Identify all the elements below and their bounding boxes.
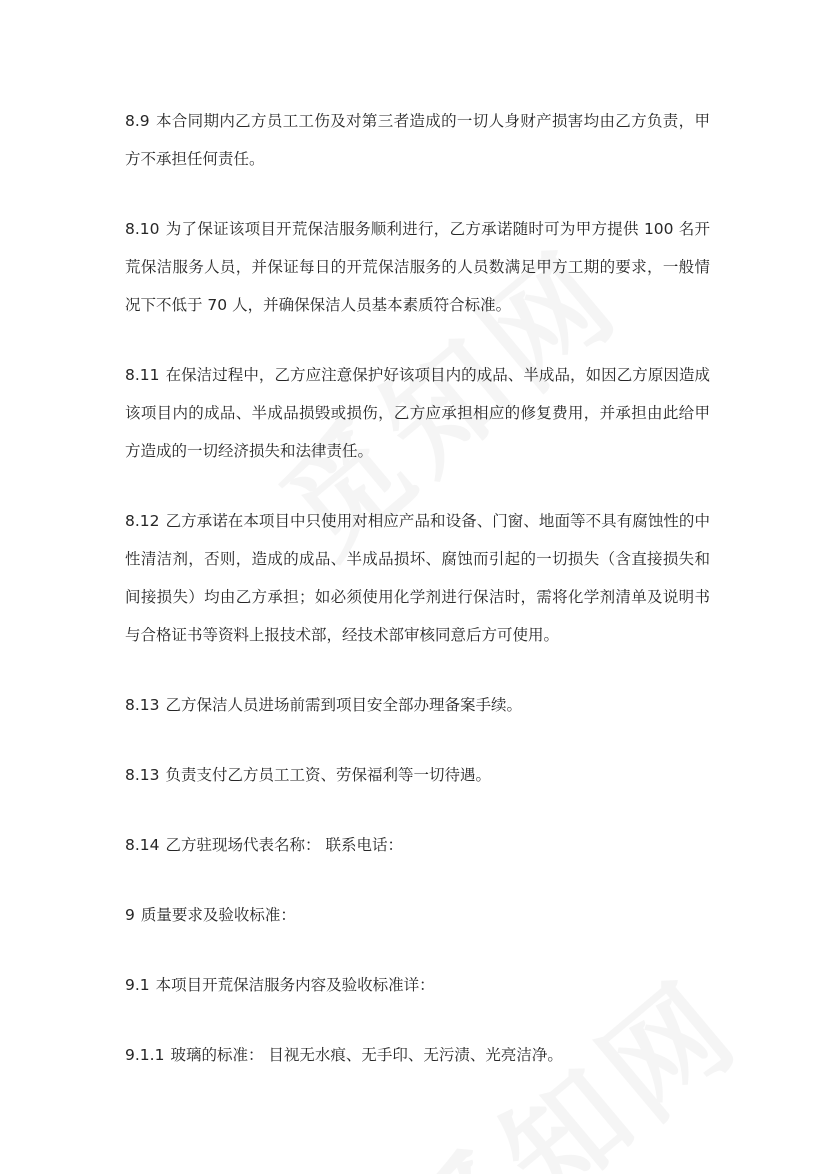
clause-number: 8.14 [125,836,160,854]
clause-9-1 [125,966,710,1004]
clause-8-9 [125,102,710,178]
clause-text: 负责支付乙方员工工资、劳保福利等一切待遇。 [165,766,492,784]
clause-number: 8.13 [125,696,160,714]
clause-8-13-b [125,756,710,794]
clause-number: 9.1.1 [125,1046,165,1064]
clause-number: 8.11 [125,366,160,384]
clause-text: 为了保证该项目开荒保洁服务顺利进行，乙方承诺随时可为甲方提供 100 名开荒保洁服务人员，并保证每日的开荒保洁服务的人员数满足甲方工期的要求，一般情况下不低于 70 人，并确保保洁人员基本素质符合标准。 [125,220,710,314]
clause-number: 8.10 [125,220,160,238]
clause-number: 8.13 [125,766,160,784]
clause-number: 8.9 [125,112,150,130]
document-body [125,102,710,1106]
section-9-heading [125,896,710,934]
clause-8-13-a [125,686,710,724]
clause-8-11 [125,356,710,470]
clause-text: 本合同期内乙方员工工伤及对第三者造成的一切人身财产损害均由乙方负责，甲方不承担任何责任。 [125,112,710,168]
clause-text: 玻璃的标准： 目视无水痕、无手印、无污渍、光亮洁净。 [170,1046,563,1064]
clause-text: 乙方承诺在本项目中只使用对相应产品和设备、门窗、地面等不具有腐蚀性的中性清洁剂，否则，造成的成品、半成品损坏、腐蚀而引起的一切损失（含直接损失和间接损失）均由乙方承担；如必须使用化学剂进行保洁时，需将化学剂清单及说明书与合格证书等资料上报技术部，经技术部审核同意后方可使用。 [125,512,710,644]
clause-8-14 [125,826,710,864]
clause-text: 乙方保洁人员进场前需到项目安全部办理备案手续。 [165,696,523,714]
clause-text: 本项目开荒保洁服务内容及验收标准详： [155,976,435,994]
clause-8-12 [125,502,710,654]
clause-text: 乙方驻现场代表名称： 联系电话： [165,836,403,854]
clause-8-10 [125,210,710,324]
clause-text: 在保洁过程中，乙方应注意保护好该项目内的成品、半成品，如因乙方原因造成该项目内的成品、半成品损毁或损伤，乙方应承担相应的修复费用，并承担由此给甲方造成的一切经济损失和法律责任。 [125,366,710,460]
clause-9-1-1 [125,1036,710,1074]
clause-number: 9.1 [125,976,150,994]
clause-number: 8.12 [125,512,160,530]
clause-text: 质量要求及验收标准： [140,906,296,924]
clause-number: 9 [125,906,135,924]
